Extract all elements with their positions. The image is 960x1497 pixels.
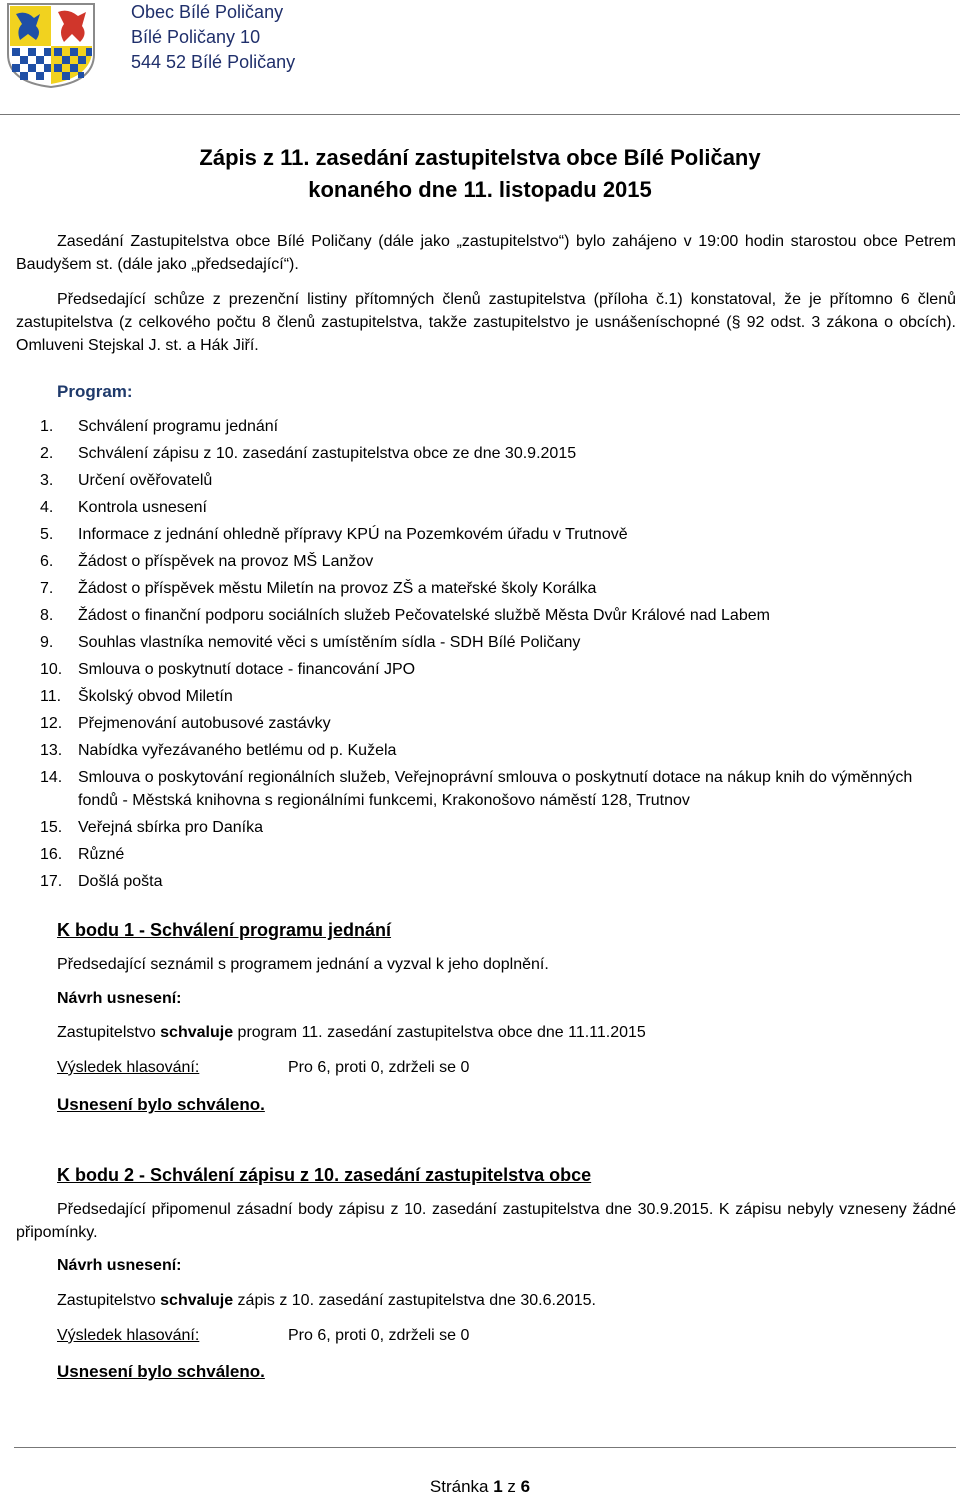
program-item-number: 5. [40,526,54,543]
program-item-text: Různé [78,846,125,863]
program-item [40,550,940,573]
org-address-line1: Bílé Poličany 10 [131,27,261,47]
program-item [40,496,940,519]
program-item-number: 4. [40,499,54,516]
program-item [40,442,940,465]
program-list [40,415,940,897]
program-item [40,685,940,708]
program-item [40,816,940,839]
section1-resolution-pre: Zastupitelstvo [57,1024,161,1041]
section1-resolution-verb: schvaluje [160,1024,234,1041]
program-item-text: Souhlas vlastníka nemovité věci s umístěním sídla - SDH Bílé Poličany [78,634,581,651]
section1-approved: Usnesení bylo schváleno. [57,1095,265,1114]
program-item-text: Žádost o finanční podporu sociálních služeb Pečovatelské službě Města Dvůr Králové nad Labem [78,607,770,624]
document-subtitle: konaného dne 11. listopadu 2015 [308,177,652,202]
program-item [40,631,940,654]
page-prefix: Stránka [429,1477,494,1496]
section1-resolution [57,1024,646,1042]
program-item-number: 7. [40,580,54,597]
program-item [40,843,940,866]
program-item [40,870,940,893]
footer-divider [14,1447,956,1448]
program-item [40,523,940,546]
organization-header [131,0,295,75]
program-item-text: Přejmenování autobusové zastávky [78,715,331,732]
program-item [40,469,940,492]
section2-heading: K bodu 2 - Schválení zápisu z 10. zasedání zastupitelstva obce [57,1165,592,1185]
program-item-number: 15. [40,819,63,836]
program-heading: Program: [57,382,133,401]
page-total: 6 [520,1477,531,1496]
program-item-number: 10. [40,661,63,678]
section2-proposal-label: Návrh usnesení: [57,1257,182,1274]
program-item-text: Veřejná sbírka pro Daníka [78,819,263,836]
document-title: Zápis z 11. zasedání zastupitelstva obce Bílé Poličany [199,145,761,170]
program-item-number: 17. [40,873,63,890]
section2-vote-result: Pro 6, proti 0, zdrželi se 0 [288,1327,470,1344]
section2-body: Předsedající připomenul zásadní body zápisu z 10. zasedání zastupitelstva dne 30.9.2015. K zápisu nebyly vzneseny žádné připomínky. [16,1201,956,1241]
section2-vote-label: Výsledek hlasování: [57,1327,200,1344]
intro-paragraph: Zasedání Zastupitelstva obce Bílé Poličany (dále jako „zastupitelstvo“) bylo zahájeno v 19:00 hodin starostou obce Petrem Baudyšem st. (dále jako „předsedající“). [16,233,956,273]
section2-resolution-pre: Zastupitelstvo [57,1292,161,1309]
program-item-number: 2. [40,445,54,462]
program-item-number: 1. [40,418,54,435]
program-item-text: Kontrola usnesení [78,499,207,516]
program-item-text: Informace z jednání ohledně přípravy KPÚ na Pozemkovém úřadu v Trutnově [78,526,628,543]
header-divider [0,114,960,115]
program-item-text: Schválení programu jednání [78,418,279,435]
program-item-text: Došlá pošta [78,873,163,890]
program-item-number: 3. [40,472,54,489]
section1-heading: K bodu 1 - Schválení programu jednání [57,920,392,940]
program-item-number: 11. [40,688,62,705]
program-item-number: 6. [40,553,54,570]
program-item-text: Žádost o příspěvek městu Miletín na provoz ZŠ a mateřské školy Korálka [78,580,597,597]
program-item [40,604,940,627]
section2-resolution-verb: schvaluje [160,1292,234,1309]
program-item-number: 14. [40,769,63,786]
section1-resolution-post: program 11. zasedání zastupitelstva obce dne 11.11.2015 [233,1024,646,1041]
program-item [40,415,940,438]
page-mid: z [502,1477,521,1496]
page-current: 1 [493,1477,503,1496]
program-item-number: 8. [40,607,54,624]
program-item-text: Schválení zápisu z 10. zasedání zastupitelstva obce ze dne 30.9.2015 [78,445,577,462]
program-item [40,712,940,735]
section2-approved: Usnesení bylo schváleno. [57,1362,265,1381]
program-item-number: 12. [40,715,63,732]
program-item [40,658,940,681]
program-item-number: 16. [40,846,63,863]
municipal-coat-of-arms [6,2,96,88]
program-item-text: Smlouva o poskytování regionálních služeb, Veřejnoprávní smlouva o poskytnutí dotace na nákup knih do výměnných fondů - Městská knihovna s regionálními funkcemi, Krakonošovo náměstí 128, Trutnov [78,769,913,809]
page-number [0,1477,960,1497]
program-item-text: Školský obvod Miletín [78,688,233,705]
program-item-number: 13. [40,742,63,759]
org-address-line2: 544 52 Bílé Poličany [131,52,296,72]
program-item-text: Smlouva o poskytnutí dotace - financování JPO [78,661,416,678]
program-item [40,766,940,812]
program-item-text: Určení ověřovatelů [78,472,213,489]
section1-vote-label: Výsledek hlasování: [57,1059,200,1076]
org-name: Obec Bílé Poličany [131,2,284,22]
quorum-paragraph: Předsedající schůze z prezenční listiny přítomných členů zastupitelstva (příloha č.1) konstatoval, že je přítomno 6 členů zastupitelstva (z celkového počtu 8 členů zastupitelstva, takže zastupitelstvo je usnášeníschopné (§ 92 odst. 3 zákona o obcích). Omluveni Stejskal J. st. a Hák Jiří. [16,291,956,354]
section1-body: Předsedající seznámil s programem jednání a vyzval k jeho doplnění. [57,956,549,973]
program-item [40,577,940,600]
program-item-text: Nabídka vyřezávaného betlému od p. Kužela [78,742,397,759]
section2-resolution-post: zápis z 10. zasedání zastupitelstva dne 30.6.2015. [233,1292,596,1309]
section2-resolution [57,1292,596,1310]
section1-proposal-label: Návrh usnesení: [57,990,182,1007]
program-item-number: 9. [40,634,54,651]
program-item [40,739,940,762]
section1-vote-result: Pro 6, proti 0, zdrželi se 0 [288,1059,470,1076]
program-item-text: Žádost o příspěvek na provoz MŠ Lanžov [78,553,374,570]
